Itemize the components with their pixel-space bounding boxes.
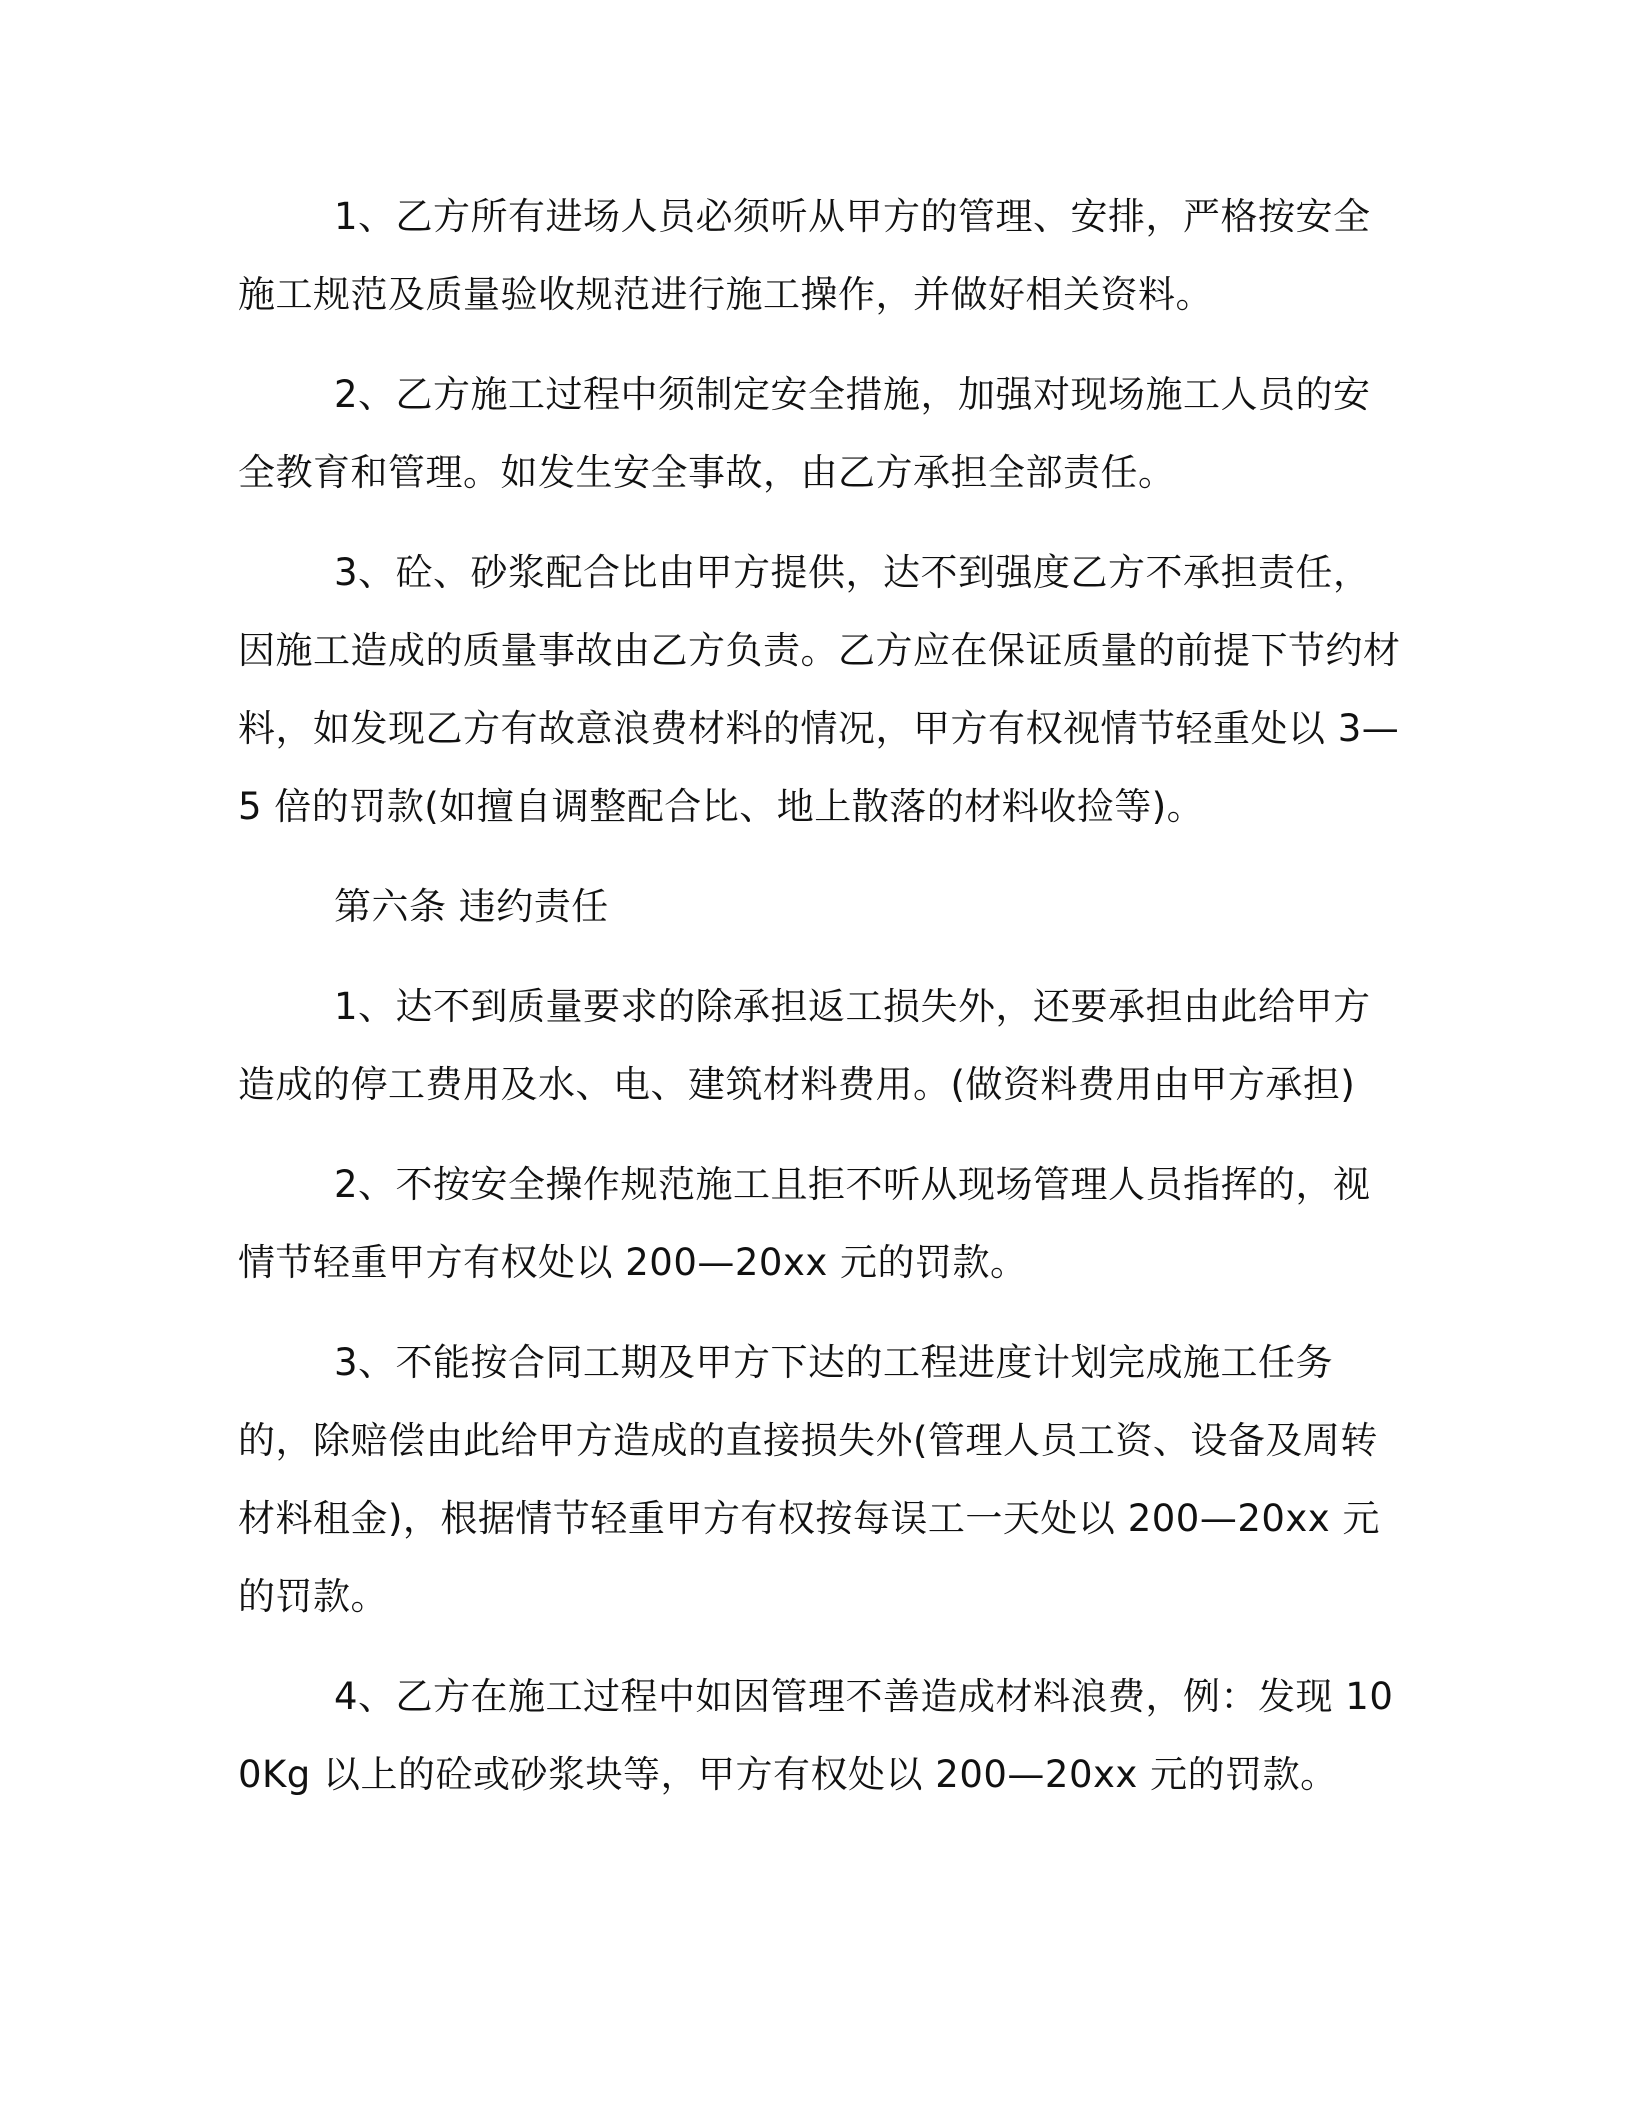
breach-clause-paragraph: 3、不能按合同工期及甲方下达的工程进度计划完成施工任务的，除赔偿由此给甲方造成的直接损失外(管理人员工资、设备及周转材料租金)，根据情节轻重甲方有权按每误工一天处以 200—20xx 元的罚款。 xyxy=(238,1341,1380,1618)
clause-paragraph: 1、乙方所有进场人员必须听从甲方的管理、安排，严格按安全施工规范及质量验收规范进行施工操作，并做好相关资料。 xyxy=(238,195,1371,316)
clause-paragraph: 2、乙方施工过程中须制定安全措施，加强对现场施工人员的安全教育和管理。如发生安全事故，由乙方承担全部责任。 xyxy=(238,373,1371,494)
section-heading: 第六条 违约责任 xyxy=(334,885,609,928)
clause-paragraph: 3、砼、砂浆配合比由甲方提供，达不到强度乙方不承担责任，因施工造成的质量事故由乙方负责。乙方应在保证质量的前提下节约材料，如发现乙方有故意浪费材料的情况，甲方有权视情节轻重处以 3—5 倍的罚款(如擅自调整配合比、地上散落的材料收捡等)。 xyxy=(238,551,1401,828)
breach-clause-paragraph: 1、达不到质量要求的除承担返工损失外，还要承担由此给甲方造成的停工费用及水、电、建筑材料费用。(做资料费用由甲方承担) xyxy=(238,985,1371,1106)
document-body xyxy=(238,178,1408,1814)
breach-clause-paragraph: 2、不按安全操作规范施工且拒不听从现场管理人员指挥的，视情节轻重甲方有权处以 200—20xx 元的罚款。 xyxy=(238,1163,1371,1284)
breach-clause-paragraph: 4、乙方在施工过程中如因管理不善造成材料浪费，例：发现 100Kg 以上的砼或砂浆块等，甲方有权处以 200—20xx 元的罚款。 xyxy=(238,1675,1394,1796)
